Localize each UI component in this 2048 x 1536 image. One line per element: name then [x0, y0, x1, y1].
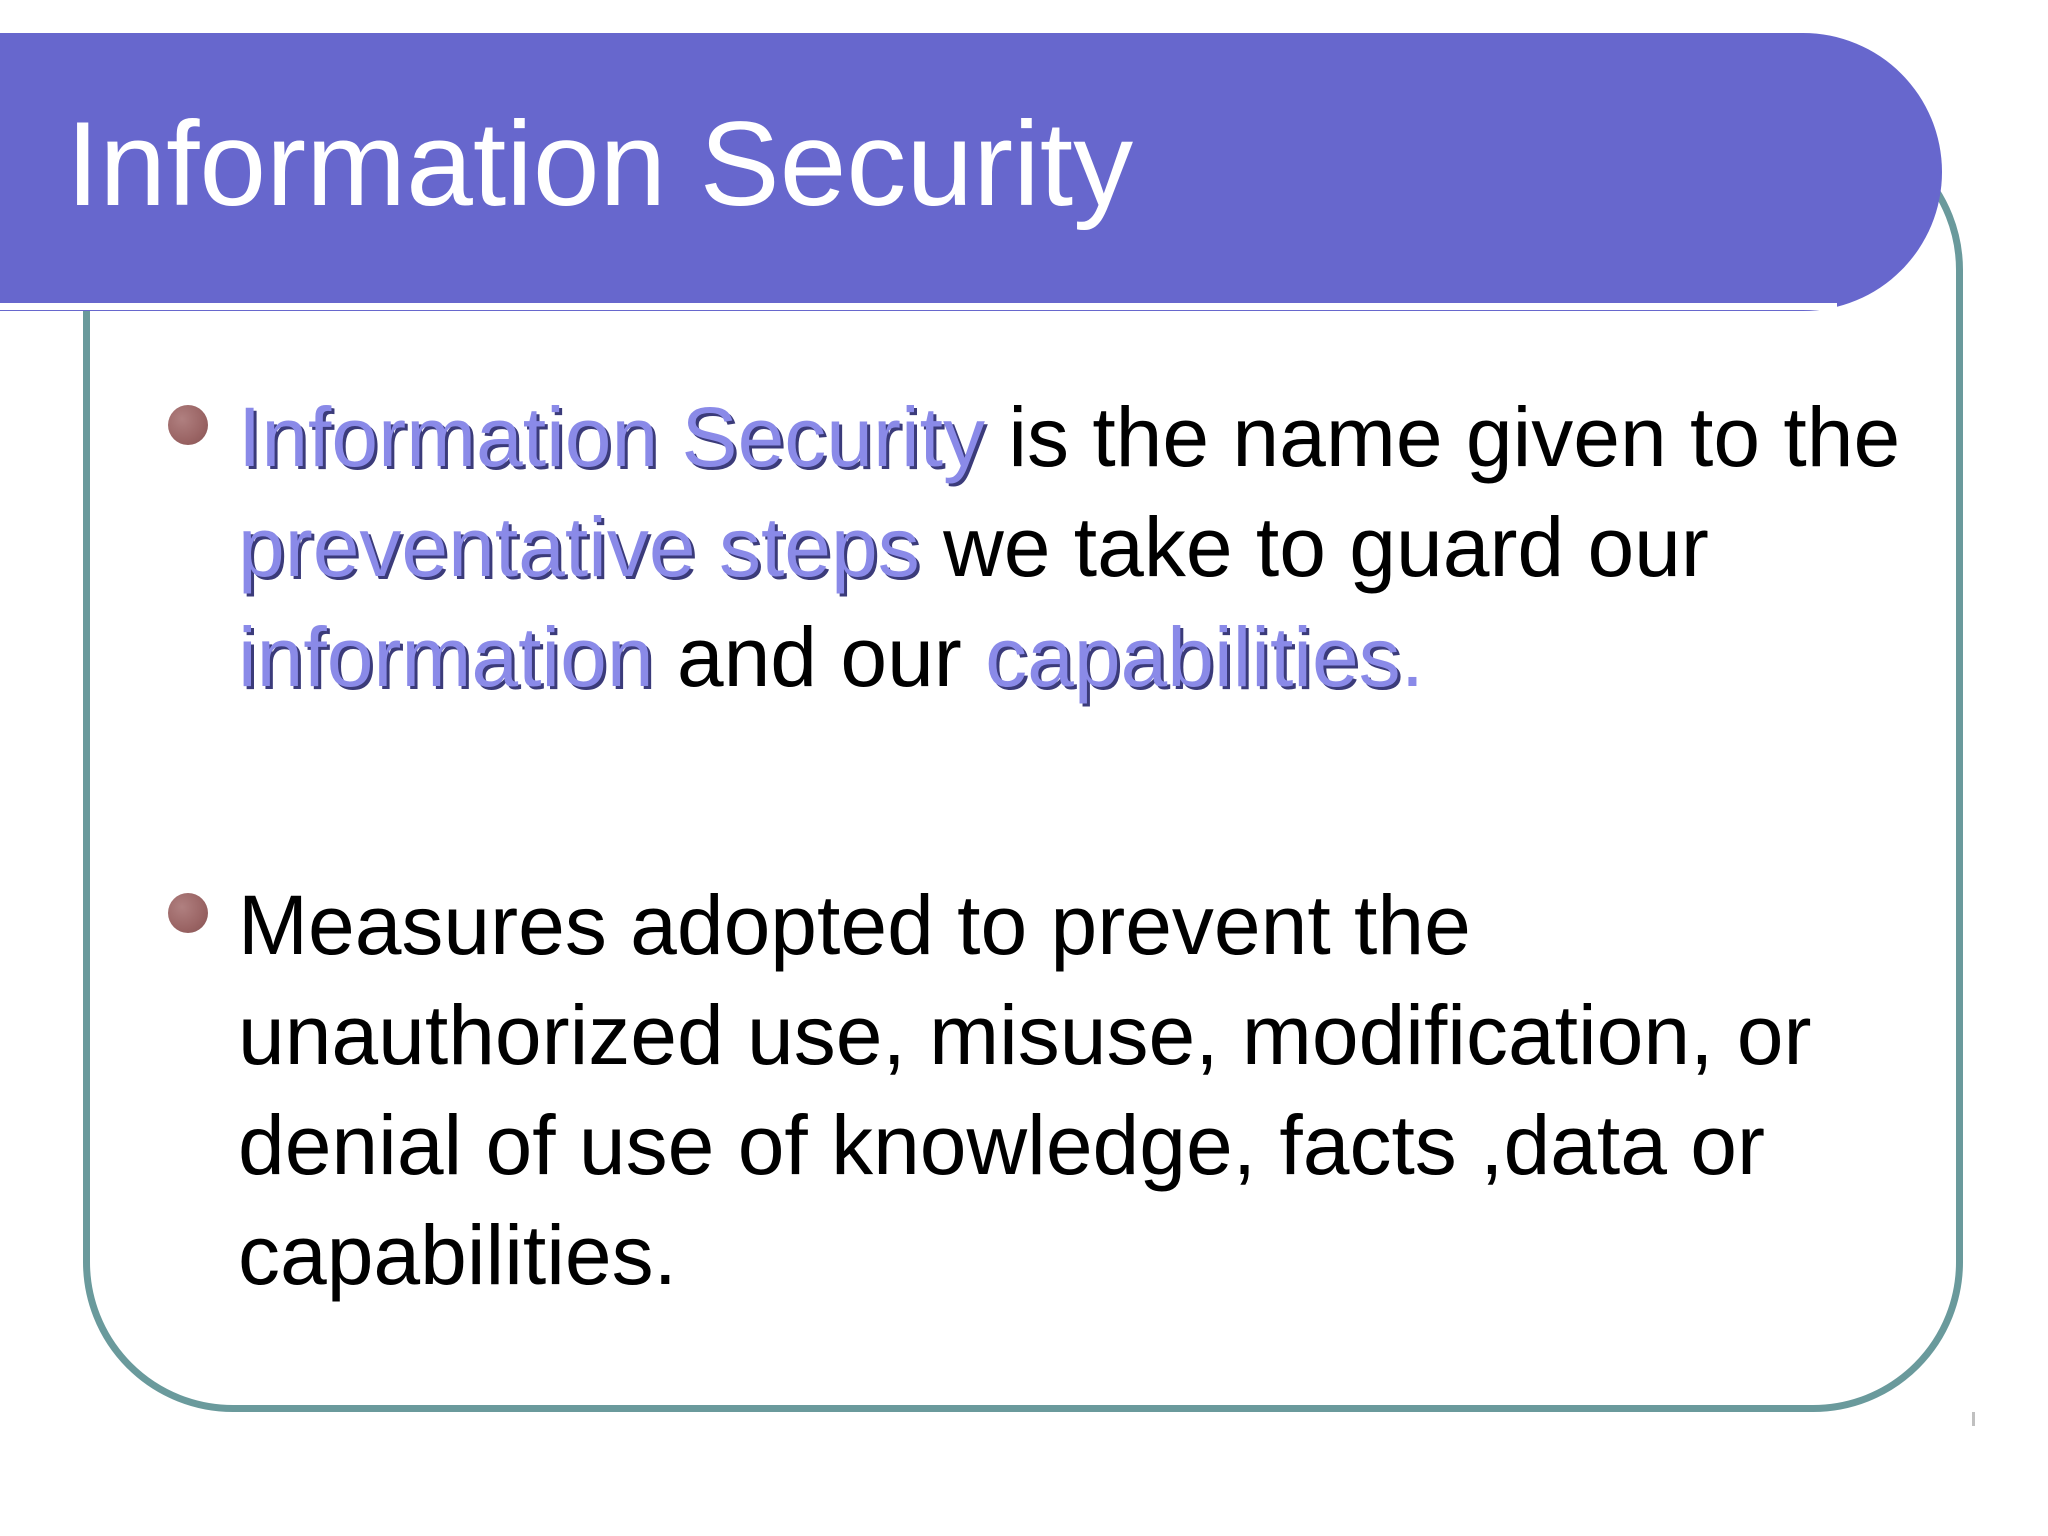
- title-underline: [0, 303, 1837, 310]
- bullet-1-period: .: [1400, 610, 1425, 704]
- highlight-information: information: [238, 610, 654, 704]
- highlight-information-security: Information Security: [238, 390, 985, 484]
- highlight-capabilities: capabilities: [985, 610, 1401, 704]
- corner-mark: [1972, 1412, 1975, 1426]
- bullet-1-text-c: and our: [653, 610, 986, 704]
- bullet-1-text-b: we take to guard our: [919, 500, 1709, 594]
- bullet-text-1: [238, 382, 1938, 712]
- bullet-text-2: Measures adopted to prevent the unauthorized use, misuse, modification, or denial of use of knowledge, facts ,data or capabilities.: [238, 878, 1812, 1302]
- highlight-preventative-steps: preventative steps: [238, 500, 920, 594]
- bullet-dot-2: [168, 893, 208, 933]
- bullet-1-text-a: is the name given to the: [984, 390, 1901, 484]
- slide-title: Information Security: [66, 97, 1134, 231]
- bullet-dot-1: [168, 405, 208, 445]
